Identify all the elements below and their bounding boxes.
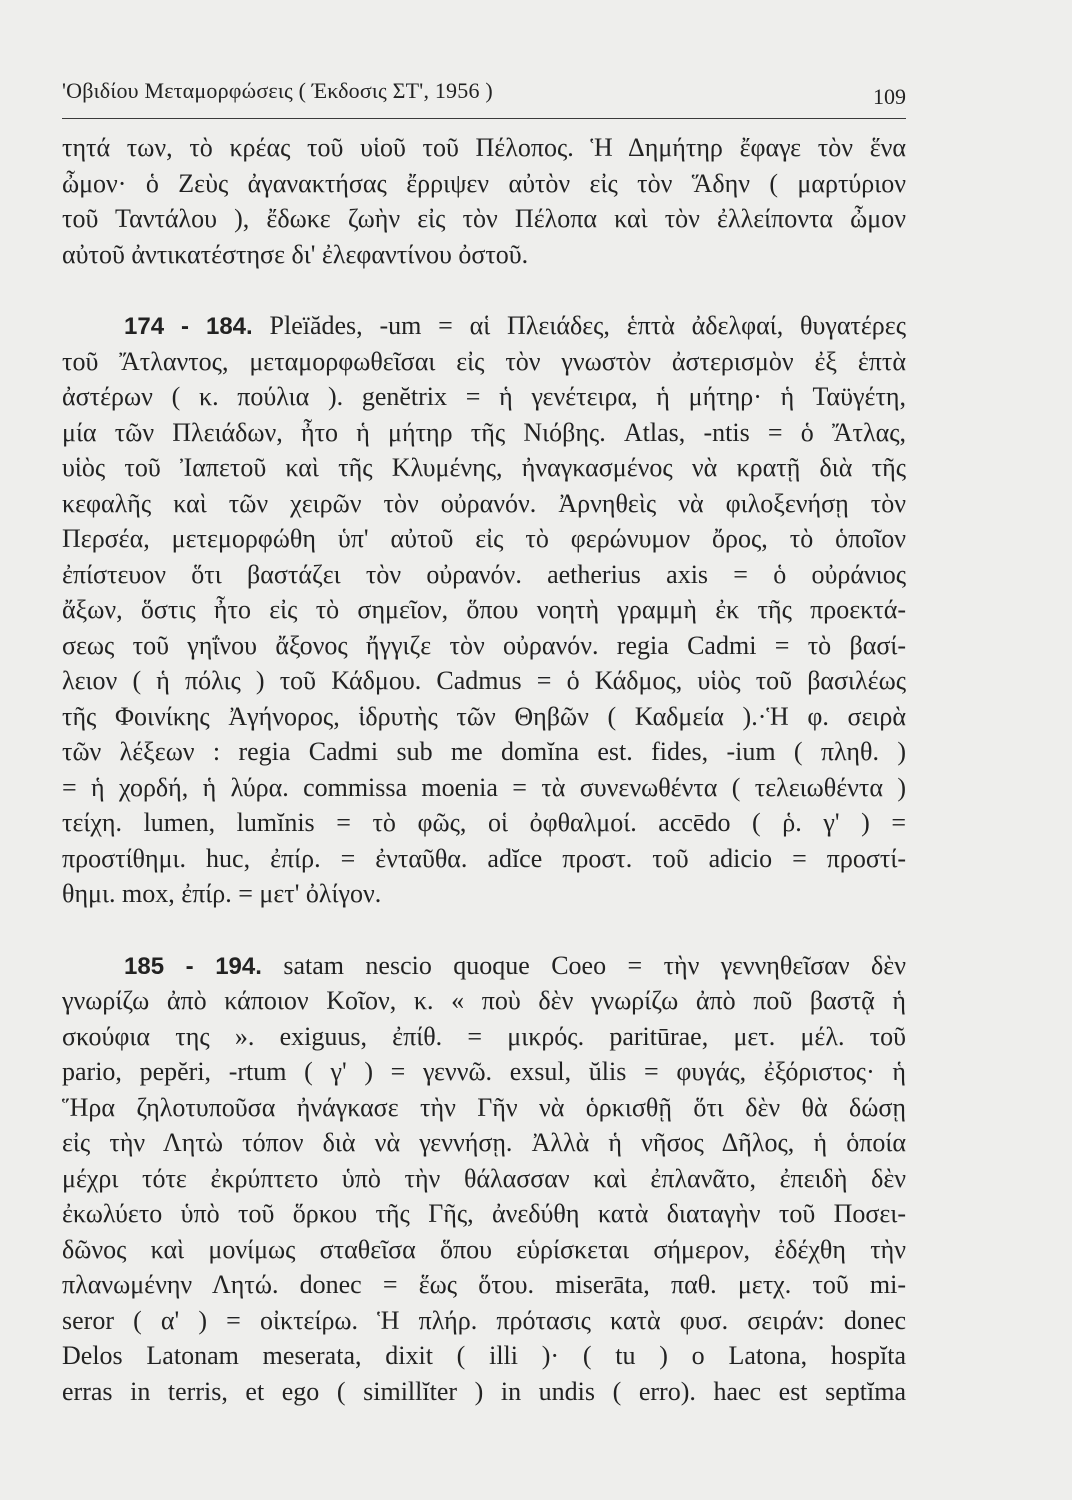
text-line: τοῦ Ταντάλου ), ἔδωκε ζωὴν εἰς τὸν Πέλοπα καὶ τὸν ἐλλείποντα ὦμον <box>62 204 906 233</box>
paragraph-gap <box>62 912 906 948</box>
text-line-first <box>62 308 906 344</box>
text-line: υἱὸς τοῦ Ἰαπετοῦ καὶ τῆς Κλυμένης, ἠναγκασμένος νὰ κρατῇ διὰ τῆς <box>62 453 906 482</box>
text-line: αὐτοῦ ἀντικατέστησε δι' ἐλεφαντίνου ὀστοῦ. <box>62 239 529 269</box>
text-line: = ἡ χορδή, ἡ λύρα. commissa moenia = τὰ συνενωθέντα ( τελειωθέντα ) <box>62 772 906 802</box>
text-line: λειον ( ἡ πόλις ) τοῦ Κάδμου. Cadmus = ὁ Κάδμος, υἱὸς τοῦ βασιλέως <box>62 666 906 695</box>
text-line: ἐκωλύετο ὑπὸ τοῦ ὅρκου τῆς Γῆς, ἀνεδύθη κατὰ διαταγὴν τοῦ Ποσει- <box>62 1199 906 1228</box>
page-number: 109 <box>873 84 906 109</box>
text-line-content: Pleïădes, -um = αἱ Πλειάδες, ἑπτὰ ἀδελφαί, θυγατέρες <box>269 311 906 340</box>
text-line: Ἥρα ζηλοτυποῦσα ἠνάγκασε τὴν Γῆν νὰ ὁρκισθῇ ὅτι δὲν θὰ δώσῃ <box>62 1092 906 1122</box>
text-line: δῶνος καὶ μονίμως σταθεῖσα ὅπου εὑρίσκεται σήμερον, ἐδέχθη τὴν <box>62 1234 906 1264</box>
text-line: γνωρίζω ἀπὸ κάποιον Κοῖον, κ. « ποὺ δὲν γνωρίζω ἀπὸ ποῦ βαστᾷ ἡ <box>62 986 906 1015</box>
page-header <box>62 72 906 112</box>
paragraph-gap <box>62 272 906 308</box>
text-line: τοῦ Ἄτλαντος, μεταμορφωθεῖσαι εἰς τὸν γνωστὸν ἀστερισμὸν ἐξ ἑπτὰ <box>62 346 906 376</box>
text-line-first <box>62 948 906 984</box>
header-rule <box>62 118 906 119</box>
text-line: Delos Latonam meserata, dixit ( illi )· ( tu ) o Latona, hospĭta <box>62 1341 906 1370</box>
text-line: ἐπίστευον ὅτι βαστάζει τὸν οὐρανόν. aetherius axis = ὁ οὐράνιος <box>62 559 906 589</box>
text-line: τῶν λέξεων : regia Cadmi sub me domĭna est. fides, -ium ( πληθ. ) <box>62 737 906 766</box>
text-line: τῆς Φοινίκης Ἀγήνορος, ἱδρυτὴς τῶν Θηβῶν ( Καδμεία ).·Ἡ φ. σειρὰ <box>62 701 906 731</box>
text-line: εἰς τὴν Λητὼ τόπον διὰ νὰ γεννήσῃ. Ἀλλὰ ἡ νῆσος Δῆλος, ἡ ὁποία <box>62 1128 906 1157</box>
running-title: 'Οβιδίου Μεταμορφώσεις ( Έκδοσις ΣΤ', 1956 ) <box>62 78 493 103</box>
text-line: σεως τοῦ γηΐνου ἄξονος ἤγγιζε τὸν οὐρανόν. regia Cadmi = τὸ βασί- <box>62 630 906 660</box>
text-line: ἀστέρων ( κ. πούλια ). genĕtrix = ἡ γενέτειρα, ἡ μήτηρ· ἡ Ταϋγέτη, <box>62 382 906 411</box>
text-line: κεφαλῆς καὶ τῶν χειρῶν τὸν οὐρανόν. Ἀρνηθεὶς νὰ φιλοξενήσῃ τὸν <box>62 488 906 518</box>
text-line: προστίθημι. huc, ἐπίρ. = ἐνταῦθα. adĭce προστ. τοῦ adicio = προστί- <box>62 843 906 873</box>
text-line: μέχρι τότε ἐκρύπτετο ὑπὸ τὴν θάλασσαν καὶ ἐπλανᾶτο, ἐπειδὴ δὲν <box>62 1163 906 1193</box>
text-line: pario, pepĕri, -rtum ( γ' ) = γεννῶ. exsul, ŭlis = φυγάς, ἐξόριστος· ἡ <box>62 1057 906 1086</box>
text-line: Περσέα, μετεμορφώθη ὑπ' αὐτοῦ εἰς τὸ φερώνυμον ὄρος, τὸ ὁποῖον <box>62 524 906 553</box>
text-line: σκούφια της ». exiguus, ἐπίθ. = μικρός. paritūrae, μετ. μέλ. τοῦ <box>62 1021 906 1051</box>
text-line: ἄξων, ὅστις ἦτο εἰς τὸ σημεῖον, ὅπου νοητὴ γραμμὴ ἐκ τῆς προεκτά- <box>62 595 906 624</box>
text-line-content: satam nescio quoque Coeo = τὴν γεννηθεῖσαν δὲν <box>283 950 906 980</box>
text-line: θημι. mox, ἐπίρ. = μετ' ὀλίγον. <box>62 879 382 908</box>
text-line: ὦμον· ὁ Ζεὺς ἀγανακτήσας ἔρριψεν αὐτὸν εἰς τὸν Ἅδην ( μαρτύριον <box>62 168 906 198</box>
paragraph-185-194 <box>62 948 906 1410</box>
text-line: seror ( α' ) = οἰκτείρω. Ἡ πλήρ. πρότασις κατὰ φυσ. σειράν: donec <box>62 1305 906 1335</box>
paragraph-174-184 <box>62 308 906 912</box>
verse-range-number: 185 - 194. <box>124 952 262 980</box>
text-line: τητά των, τὸ κρέας τοῦ υἱοῦ τοῦ Πέλοπος. Ἡ Δημήτηρ ἔφαγε τὸν ἕνα <box>62 133 906 162</box>
text-line: erras in terris, et ego ( simillĭter ) in undis ( erro). haec est septĭma <box>62 1376 906 1406</box>
text-line: τείχη. lumen, lumĭnis = τὸ φῶς, οἱ ὀφθαλμοί. accēdo ( ῥ. γ' ) = <box>62 808 906 837</box>
verse-range-number: 174 - 184. <box>124 313 253 340</box>
paragraph-continuation <box>62 130 906 272</box>
text-line: μία τῶν Πλειάδων, ἦτο ἡ μήτηρ τῆς Νιόβης. Atlas, -ntis = ὁ Ἄτλας, <box>62 417 906 447</box>
text-line: πλανωμένην Λητώ. donec = ἕως ὅτου. miserāta, παθ. μετχ. τοῦ mi- <box>62 1270 906 1299</box>
body-text <box>62 130 906 1409</box>
